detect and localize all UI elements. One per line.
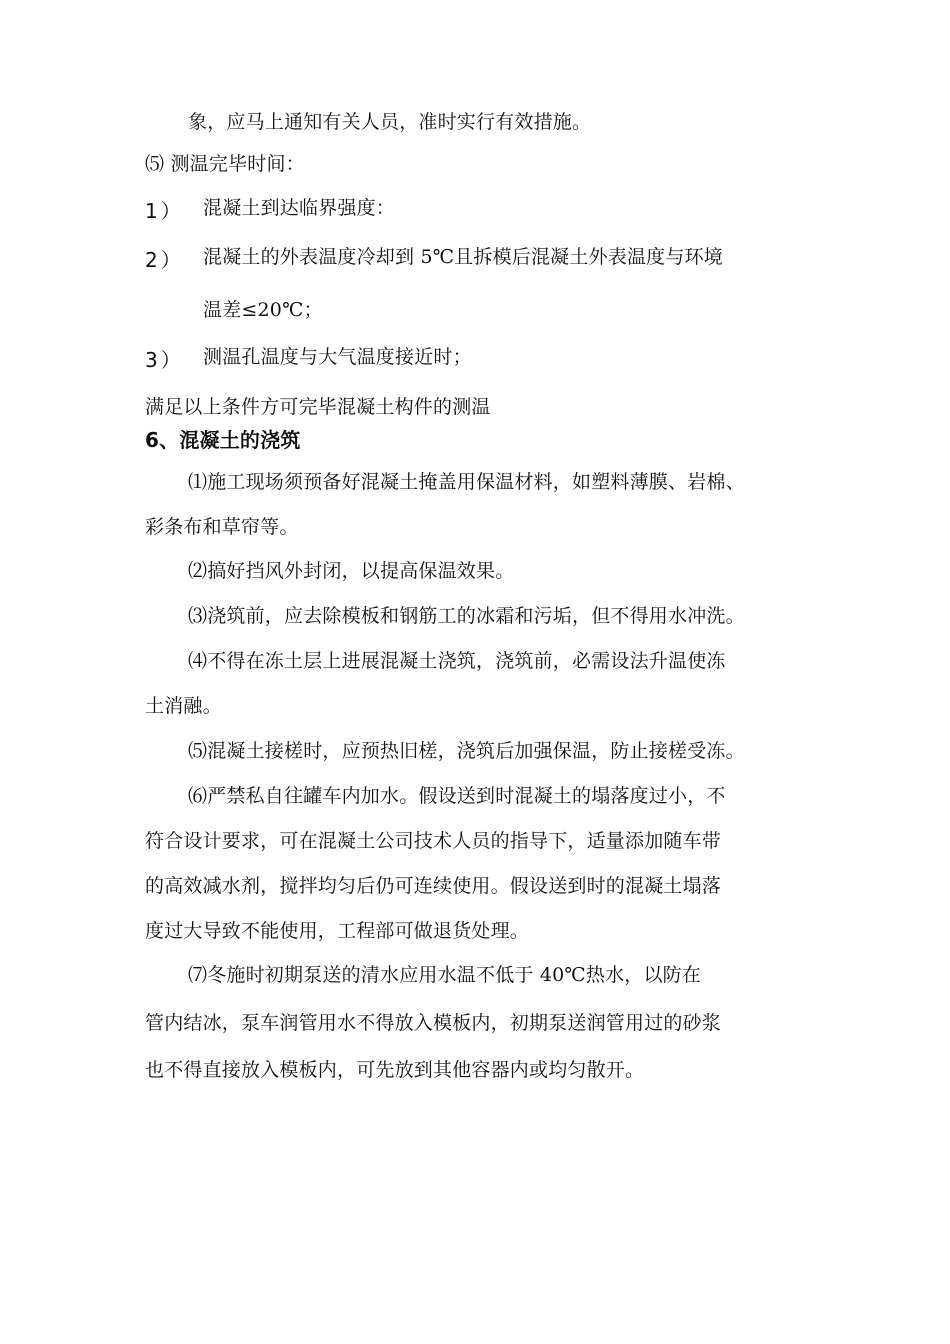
- paragraph-line: 的高效减水剂，搅拌均匀后仍可连续使用。假设送到时的混凝土塌落: [145, 875, 722, 897]
- paragraph-line: 度过大导致不能使用，工程部可做退货处理。: [145, 920, 530, 942]
- item-text: 混凝土的外表温度冷却到 5℃且拆模后混凝土外表温度与环境: [203, 246, 723, 268]
- paragraph-line: ⑴施工现场须预备好混凝土掩盖用保温材料，如塑料薄膜、岩棉、: [188, 471, 745, 493]
- paragraph-line: 彩条布和草帘等。: [145, 516, 299, 538]
- paragraph-line: 管内结冰，泵车润管用水不得放入模板内，初期泵送润管用过的砂浆: [145, 1012, 722, 1034]
- paragraph-line: 也不得直接放入模板内，可先放到其他容器内或均匀散开。: [145, 1059, 645, 1081]
- section-heading: 6、混凝土的浇筑: [145, 428, 301, 452]
- item-text: 混凝土到达临界强度：: [203, 197, 396, 219]
- paragraph-line: ⑸混凝土接槎时，应预热旧槎，浇筑后加强保温，防止接槎受冻。: [188, 740, 745, 762]
- item-number: 2）: [145, 248, 184, 272]
- paragraph-line: ⑷不得在冻土层上进展混凝土浇筑，浇筑前，必需设法升温使冻: [188, 650, 726, 672]
- paragraph-line: ⑺冬施时初期泵送的清水应用水温不低于 40℃热水，以防在: [188, 964, 702, 986]
- paragraph-line: 土消融。: [145, 695, 222, 717]
- paragraph-line: ⑹严禁私自往罐车内加水。假设送到时混凝土的塌落度过小，不: [188, 785, 726, 807]
- measure-end-title: ⑸ 测温完毕时间：: [145, 153, 305, 175]
- measure-end-summary: 满足以上条件方可完毕混凝土构件的测温: [145, 396, 491, 418]
- item-text: 测温孔温度与大气温度接近时；: [203, 346, 472, 368]
- paragraph-line: ⑶浇筑前，应去除模板和钢筋工的冰霜和污垢，但不得用水冲洗。: [188, 605, 745, 627]
- paragraph-line: ⑵搞好挡风外封闭，以提高保温效果。: [188, 560, 515, 582]
- item-number: 3）: [145, 348, 184, 372]
- paragraph-line: 符合设计要求，可在混凝土公司技术人员的指导下，适量添加随车带: [145, 830, 722, 852]
- item-number: 1）: [145, 199, 184, 223]
- paragraph-continuation: 象，应马上通知有关人员，准时实行有效措施。: [188, 111, 592, 133]
- item-text: 温差≤20℃；: [203, 299, 323, 321]
